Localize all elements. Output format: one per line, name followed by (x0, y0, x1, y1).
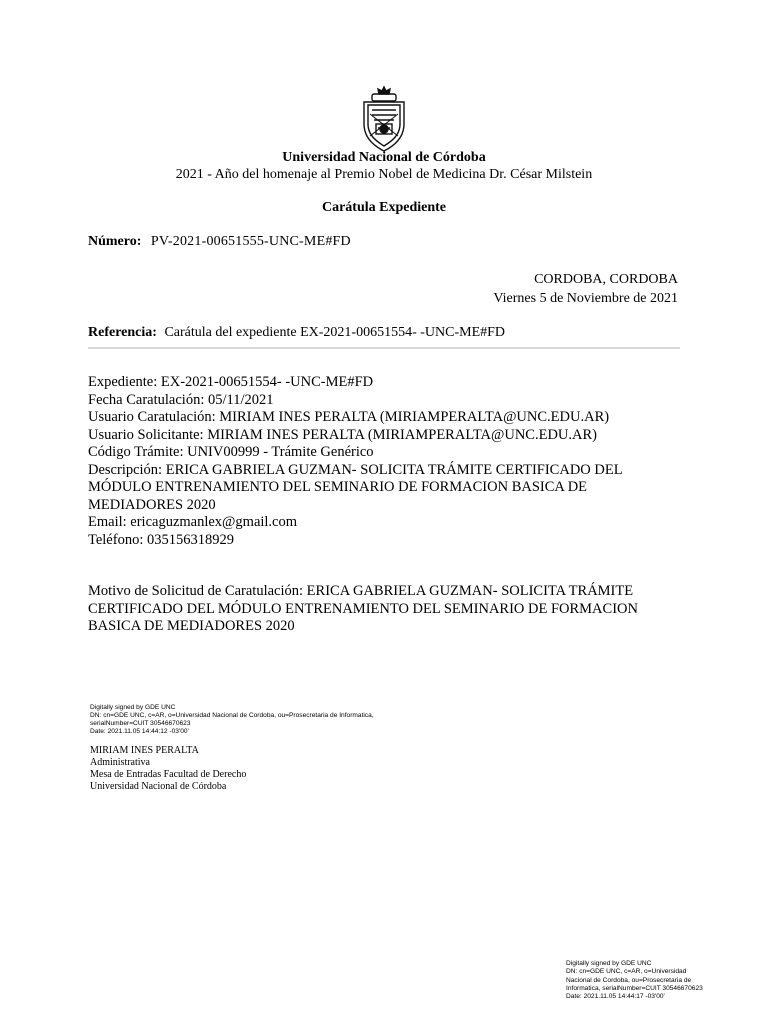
digital-signature-1 (90, 704, 374, 736)
numero-line (88, 234, 351, 250)
digital-signature-2 (566, 960, 736, 1001)
university-seal-icon (356, 84, 412, 154)
signature-line: Date: 2021.11.05 14:44:12 -03'00' (90, 728, 189, 735)
signer-office: Mesa de Entradas Facultad de Derecho (90, 769, 247, 780)
signature-line: Informatica, serialNumber=CUIT 30546670623 (566, 984, 703, 992)
signature-line: Date: 2021.11.05 14:44:17 -03'00' (566, 993, 665, 1001)
detail-usuario-caratulacion: Usuario Caratulación: MIRIAM INES PERALTA (MIRIAMPERALTA@UNC.EDU.AR) (88, 409, 610, 425)
motivo-text: Motivo de Solicitud de Caratulación: ERICA GABRIELA GUZMAN- SOLICITA TRÁMITE CERTIFICADO DEL MÓDULO ENTRENAMIENTO DEL SEMINARIO DE FORMACION BASICA DE MEDIADORES 2020 (88, 583, 638, 634)
referencia-line (88, 325, 505, 341)
signature-line: Digitally signed by GDE UNC (566, 960, 652, 967)
signer-name: MIRIAM INES PERALTA (90, 745, 199, 756)
university-name: Universidad Nacional de Córdoba (282, 150, 486, 165)
document-title: Carátula Expediente (321, 200, 447, 215)
detail-expediente: Expediente: EX-2021-00651554- -UNC-ME#FD (88, 374, 374, 390)
signer-role: Administrativa (90, 757, 150, 768)
detail-telefono: Teléfono: 035156318929 (88, 531, 234, 548)
referencia-value: Carátula del expediente EX-2021-00651554- -UNC-ME#FD (164, 325, 506, 340)
city: CORDOBA, CORDOBA (534, 272, 678, 287)
numero-value: PV-2021-00651555-UNC-ME#FD (150, 234, 351, 249)
signature-line: DN: cn=GDE UNC, c=AR, o=Universidad (566, 968, 687, 976)
divider (88, 347, 680, 349)
signature-line: Nacional de Cordoba, ou=Prosecretaria de (566, 976, 692, 984)
signer-block (90, 745, 246, 793)
signature-line: serialNumber=CUIT 30546670623 (90, 720, 191, 727)
detail-codigo-tramite: Código Trámite: UNIV00999 - Trámite Genérico (88, 444, 374, 460)
detail-descripcion: Descripción: ERICA GABRIELA GUZMAN- SOLICITA TRÁMITE CERTIFICADO DEL MÓDULO ENTRENAMIENTO DEL SEMINARIO DE FORMACION BASICA DE MEDIADORES 2020 (88, 461, 623, 513)
numero-label: Número: (88, 234, 142, 249)
signature-line: Digitally signed by GDE UNC (90, 704, 176, 711)
expediente-details (88, 374, 678, 549)
signature-line: DN: cn=GDE UNC, c=AR, o=Universidad Nacional de Cordoba, ou=Prosecretaria de Informatica, (90, 712, 374, 719)
place-date-block (493, 270, 678, 308)
date: Viernes 5 de Noviembre de 2021 (493, 291, 678, 306)
detail-usuario-solicitante: Usuario Solicitante: MIRIAM INES PERALTA (MIRIAMPERALTA@UNC.EDU.AR) (88, 426, 598, 443)
signer-institution: Universidad Nacional de Córdoba (90, 781, 227, 792)
detail-fecha: Fecha Caratulación: 05/11/2021 (88, 391, 274, 408)
year-motto: 2021 - Año del homenaje al Premio Nobel de Medicina Dr. César Milstein (175, 167, 593, 182)
referencia-label: Referencia: (88, 325, 157, 340)
detail-email: Email: ericaguzmanlex@gmail.com (88, 514, 298, 530)
